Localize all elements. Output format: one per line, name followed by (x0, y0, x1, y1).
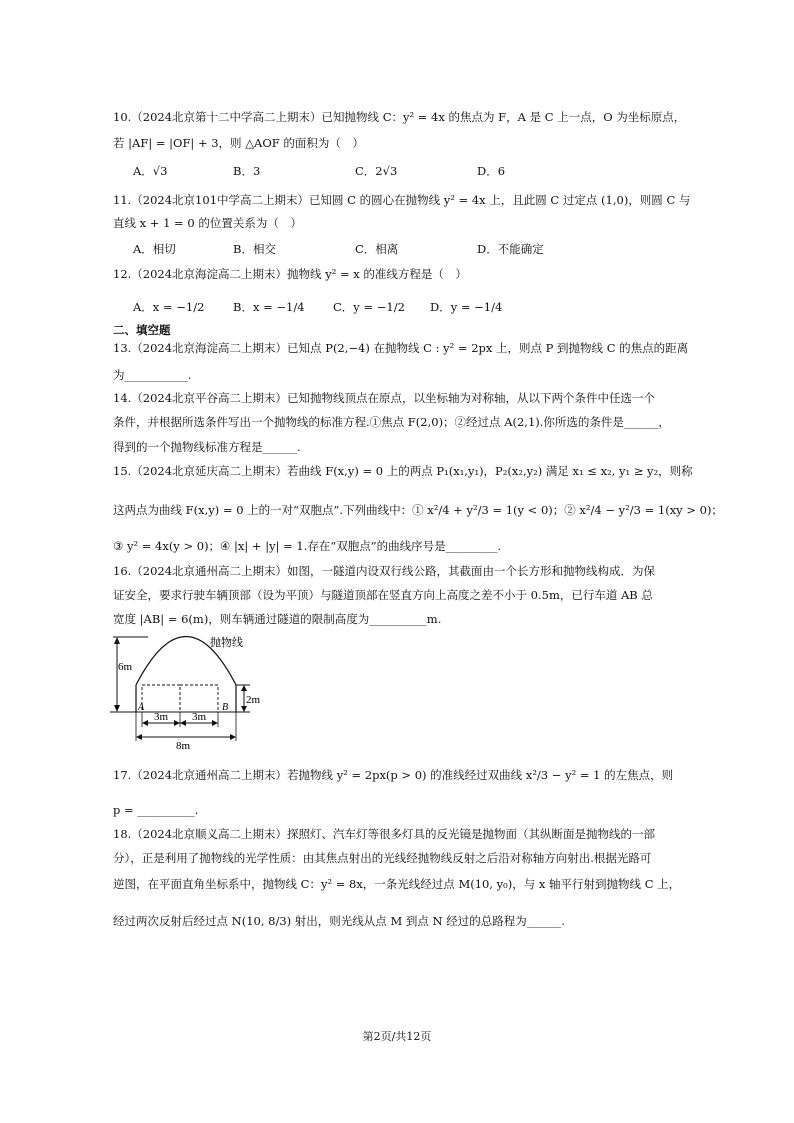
q15-line3: ③ y² = 4x(y > 0)；④ |x| + |y| = 1.存在“双胞点”的曲线序号是_________. (113, 539, 502, 553)
q10-option-c: C．2√3 (355, 164, 398, 178)
q16-line1: 16.（2024北京通州高二上期末）如图，一隧道内设双行线公路，其截面由一个长方形和抛物线构成．为保 (113, 564, 656, 578)
label-point-b: B (222, 702, 229, 713)
q10-line2: 若 |AF| = |OF| + 3，则 △AOF 的面积为（ ） (113, 136, 364, 150)
q16-line2: 证安全，要求行驶车辆顶部（设为平顶）与隧道顶部在竖直方向上高度之差不小于 0.5m，已行车道 AB 总 (113, 588, 653, 602)
height-2m-arrowhead-top (241, 685, 247, 691)
q12-option-a: A．x = −1/2 (133, 300, 205, 314)
q14-line2: 条件，并根据所选条件写出一个抛物线的标准方程.①焦点 F(2,0)；②经过点 A(2,1).你所选的条件是______， (113, 415, 670, 429)
q11-option-b: B．相交 (233, 242, 276, 256)
q14-line1: 14.（2024北京平谷高二上期末）已知抛物线顶点在原点，以坐标轴为对称轴，从以下两个条件中任选一个 (113, 391, 656, 405)
height-6m-arrowhead-bottom (114, 705, 120, 712)
q15-line1: 15.（2024北京延庆高二上期末）若曲线 F(x,y) = 0 上的两点 P₁(x₁,y₁)，P₂(x₂,y₂) 满足 x₁ ≤ x₂, y₁ ≥ y₂，则称 (113, 464, 693, 478)
label-3m-right: 3m (192, 711, 207, 723)
label-3m-left: 3m (154, 711, 169, 723)
tunnel-diagram (110, 633, 270, 751)
arrowhead-8m-left (136, 734, 142, 740)
label-8m: 8m (176, 740, 191, 751)
q11-line1: 11.（2024北京101中学高二上期末）已知圆 C 的圆心在抛物线 y² = 4x 上，且此圆 C 过定点 (1,0)，则圆 C 与 (113, 193, 691, 207)
height-6m-arrowhead-top (114, 637, 120, 644)
q12-line1: 12.（2024北京海淀高二上期末）抛物线 y² = x 的准线方程是（ ） (113, 267, 467, 281)
arrowhead-8m-right (230, 734, 236, 740)
q13-line1: 13.（2024北京海淀高二上期末）已知点 P(2,−4) 在抛物线 C : y² = 2px 上，则点 P 到抛物线 C 的焦点的距离 (113, 341, 689, 355)
q11-option-c: C．相离 (355, 242, 399, 256)
lane-left-dashed (142, 685, 180, 712)
label-parabola: 抛物线 (210, 637, 243, 649)
q11-line2: 直线 x + 1 = 0 的位置关系为（ ） (113, 216, 302, 230)
label-2m: 2m (246, 694, 261, 706)
q17-line1: 17.（2024北京通州高二上期末）若抛物线 y² = 2px(p > 0) 的准线经过双曲线 x²/3 − y² = 1 的左焦点，则 (113, 768, 674, 782)
q13-line2: 为___________. (113, 368, 192, 382)
arrowhead-b (212, 720, 218, 726)
q11-option-d: D．不能确定 (477, 242, 544, 256)
q10-option-a: A．√3 (133, 164, 168, 178)
q12-option-d: D．y = −1/4 (430, 300, 503, 314)
arrowhead-mid-right (180, 720, 186, 726)
q18-line3: 逆图，在平面直角坐标系中，抛物线 C：y² = 8x，一条光线经过点 M(10, y₀)，与 x 轴平行射到抛物线 C 上， (113, 877, 681, 891)
q15-line2: 这两点为曲线 F(x,y) = 0 上的一对“双胞点”.下列曲线中：① x²/4 + y²/3 = 1(y < 0)；② x²/4 − y²/3 = 1(xy > 0)； (113, 503, 723, 517)
page-number-footer: 第2页/共12页 (362, 1030, 432, 1043)
q10-line1: 10.（2024北京第十二中学高二上期末）已知抛物线 C：y² = 4x 的焦点为 F，A 是 C 上一点，O 为坐标原点， (113, 110, 686, 124)
q12-option-c: C．y = −1/2 (333, 300, 405, 314)
lane-right-dashed (180, 685, 218, 712)
q17-line2: p = __________. (113, 803, 199, 817)
q16-line3: 宽度 |AB| = 6(m)，则车辆通过隧道的限制高度为__________m. (113, 612, 442, 626)
label-6m: 6m (118, 661, 133, 673)
q12-option-b: B．x = −1/4 (233, 300, 305, 314)
arrowhead-mid-left (174, 720, 180, 726)
height-2m-arrowhead-bottom (241, 706, 247, 712)
q11-option-a: A．相切 (133, 242, 176, 256)
q10-option-b: B．3 (233, 164, 261, 178)
q10-option-d: D．6 (477, 164, 506, 178)
q18-line4: 经过两次反射后经过点 N(10, 8/3) 射出，则光线从点 M 到点 N 经过的总路程为______. (113, 914, 565, 928)
q18-line1: 18.（2024北京顺义高二上期末）探照灯、汽车灯等很多灯具的反光镜是抛物面（其纵断面是抛物线的一部 (113, 827, 656, 841)
section-fill-in-blank-heading: 二、填空题 (113, 323, 171, 337)
arrowhead-a (142, 720, 148, 726)
q14-line3: 得到的一个抛物线标准方程是______. (113, 440, 301, 454)
label-point-a: A (138, 702, 145, 713)
q18-line2: 分），正是利用了抛物线的光学性质：由其焦点射出的光线经抛物线反射之后沿对称轴方向射出.根据光路可 (113, 851, 652, 865)
